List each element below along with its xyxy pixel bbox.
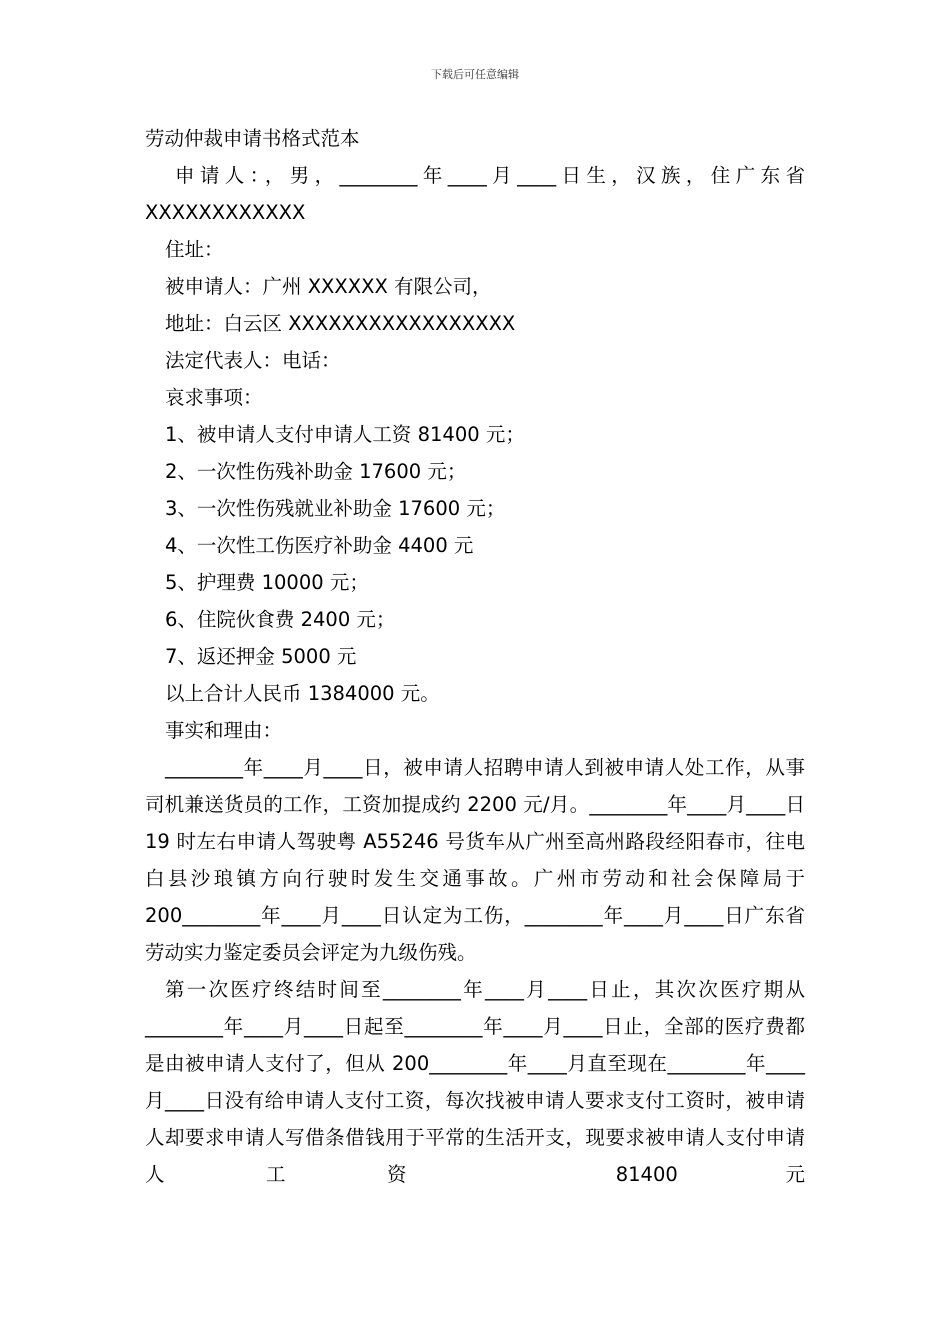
legal-representative-line: 法定代表人：电话： — [165, 349, 341, 372]
facts-paragraph: 第一次医疗终结时间至________年____月____日止，其次次医疗期从________年____月____日起至________年____月____日止，全部的医疗费都是由被申请人支付了，但从 200________年____月直至现在________年____月____日没有给申请人支付工资，每次找被申请人要求支付工资时，被申请人却要求申请人写借条借钱用于平常的生活开支，现要求被申请人支付申请人工资 81400 元 — [145, 978, 805, 1186]
address-line: 住址： — [165, 238, 224, 261]
document-body — [145, 120, 805, 1193]
respondent-line: 被申请人：广州 XXXXXX 有限公司， — [165, 275, 492, 298]
facts-paragraph: ________年____月____日，被申请人招聘申请人到被申请人处工作，从事司机兼送货员的工作，工资加提成约 2200 元/月。________年____月____日 19 时左右申请人驾驶粤 A55246 号货车从广州至高州路段经阳春市，往电白县沙琅镇方向行驶时发生交通事故。广州市劳动和社会保障局于 200________年____月____日认定为工伤，________年____月____日广东省劳动实力鉴定委员会评定为九级伤残。 — [145, 756, 805, 964]
facts-heading: 事实和理由： — [165, 719, 283, 742]
claim-item: 3、一次性伤残就业补助金 17600 元； — [165, 497, 506, 520]
claim-item: 7、返还押金 5000 元 — [165, 645, 357, 668]
page-header-note: 下载后可任意编辑 — [431, 68, 519, 81]
claim-item: 6、住院伙食费 2400 元； — [165, 608, 396, 631]
applicant-intro: 申请人：，男，________年____月____日生，汉族，住广东省XXXXXXXXXXXX — [145, 164, 805, 224]
claim-item: 5、护理费 10000 元； — [165, 571, 369, 594]
claim-item: 2、一次性伤残补助金 17600 元； — [165, 460, 467, 483]
claims-heading: 哀求事项： — [165, 386, 263, 409]
claims-total: 以上合计人民币 1384000 元。 — [165, 682, 440, 705]
document-title: 劳动仲裁申请书格式范本 — [145, 127, 360, 150]
respondent-address-line: 地址：白云区 XXXXXXXXXXXXXXXXX — [165, 312, 516, 335]
claim-item: 4、一次性工伤医疗补助金 4400 元 — [165, 534, 474, 557]
claim-item: 1、被申请人支付申请人工资 81400 元； — [165, 423, 525, 446]
